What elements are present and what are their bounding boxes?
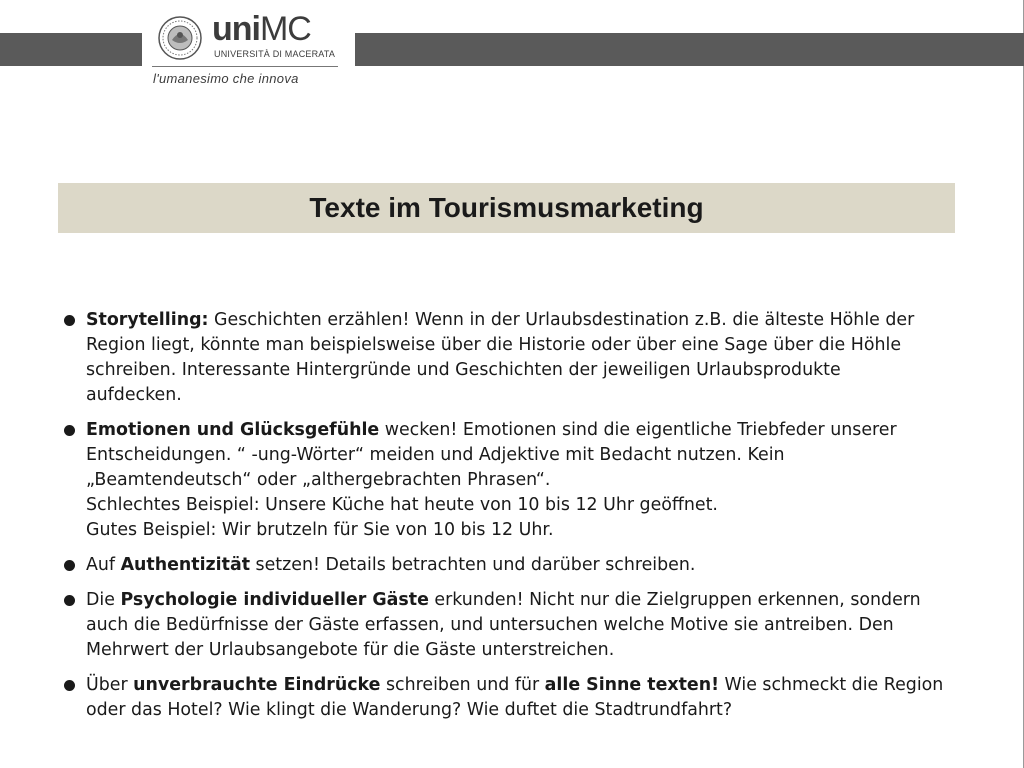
text: Schlechtes Beispiel: Unsere Küche hat heute von 10 bis 12 Uhr geöffnet. — [86, 495, 718, 515]
logo-wordmark — [212, 12, 311, 46]
bullet-line — [86, 333, 962, 358]
bullet-line — [86, 358, 962, 383]
text: Geschichten erzählen! Wenn in der Urlaubsdestination z.B. die älteste Höhle der — [208, 310, 915, 330]
bold-text: Psychologie individueller Gäste — [120, 590, 429, 610]
bullet-line — [86, 418, 962, 443]
text: Mehrwert der Urlaubsangebote für die Gäste unterstreichen. — [86, 640, 615, 660]
bullet-line — [86, 493, 962, 518]
text: wecken! Emotionen sind die eigentliche Triebfeder unserer — [379, 420, 897, 440]
bullet-item — [62, 418, 962, 543]
text: Über — [86, 675, 134, 695]
bullet-line — [86, 468, 962, 493]
header-bar-right — [355, 33, 1024, 66]
bullet-line — [86, 308, 962, 333]
text: setzen! Details betrachten und darüber schreiben. — [250, 555, 696, 575]
logo-divider — [152, 66, 338, 67]
bullet-list — [62, 308, 962, 733]
logo-wordmark-bold: uni — [212, 10, 260, 48]
university-seal-icon — [158, 16, 202, 60]
bullet-item — [62, 588, 962, 663]
text: Die — [86, 590, 121, 610]
text: Gutes Beispiel: Wir brutzeln für Sie von 10 bis 12 Uhr. — [86, 520, 554, 540]
bullet-item — [62, 308, 962, 408]
text: Entscheidungen. “ -ung-Wörter“ meiden und Adjektive mit Bedacht nutzen. Kein — [86, 445, 785, 465]
bullet-dot-icon — [64, 560, 75, 571]
bullet-dot-icon — [64, 425, 75, 436]
bold-text: alle Sinne texten! — [544, 675, 720, 695]
bullet-line — [86, 443, 962, 468]
bullet-line — [86, 638, 962, 663]
header-bar-left — [0, 33, 142, 66]
bullet-dot-icon — [64, 595, 75, 606]
bullet-dot-icon — [64, 680, 75, 691]
text: Auf — [86, 555, 121, 575]
title-band — [58, 183, 955, 233]
slide-title: Texte im Tourismusmarketing — [309, 192, 704, 223]
bullet-line — [86, 518, 962, 543]
bullet-item — [62, 553, 962, 578]
bold-text: unverbrauchte Eindrücke — [133, 675, 381, 695]
bold-text: Storytelling: — [86, 310, 209, 330]
text: schreiben. Interessante Hintergründe und Geschichten der jeweiligen Urlaubsprodukte — [86, 360, 841, 380]
logo-wordmark-light: MC — [259, 10, 311, 48]
bullet-item — [62, 673, 962, 723]
bullet-line — [86, 673, 962, 698]
logo-subtitle: UNIVERSITÀ DI MACERATA — [214, 49, 336, 59]
bold-text: Authentizität — [120, 555, 251, 575]
bullet-line — [86, 588, 962, 613]
text: erkunden! Nicht nur die Zielgruppen erkennen, sondern — [428, 590, 921, 610]
tagline: l'umanesimo che innova — [153, 71, 299, 86]
text: auch die Bedürfnisse der Gäste erfassen, und untersuchen welche Motive sie antreiben. Den — [86, 615, 894, 635]
bold-text: Emotionen und Glücksgefühle — [86, 420, 380, 440]
text: aufdecken. — [86, 385, 182, 405]
text: schreiben und für — [380, 675, 545, 695]
text: oder das Hotel? Wie klingt die Wanderung? Wie duftet die Stadtrundfahrt? — [86, 700, 733, 720]
bullet-line — [86, 553, 962, 578]
text: „Beamtendeutsch“ oder „althergebrachten Phrasen“. — [86, 470, 551, 490]
bullet-line — [86, 698, 962, 723]
text: Region liegt, könnte man beispielsweise über die Historie oder über eine Sage über die Höhle — [86, 335, 902, 355]
text: Wie schmeckt die Region — [719, 675, 944, 695]
bullet-line — [86, 613, 962, 638]
bullet-dot-icon — [64, 315, 75, 326]
bullet-line — [86, 383, 962, 408]
